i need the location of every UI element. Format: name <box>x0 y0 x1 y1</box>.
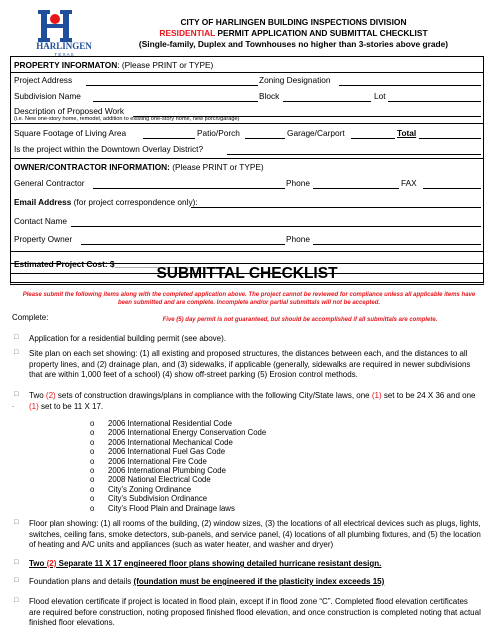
description-label: Description of Proposed Work <box>14 106 125 116</box>
description-note: (i.e. New one-story home, remodel, addition to existing one-story home, new porch/garage) <box>14 116 240 122</box>
page-header <box>100 17 487 50</box>
garage-field[interactable] <box>351 138 395 139</box>
phone-label: Phone <box>286 178 310 188</box>
code-item: o City’s Flood Plain and Drainage laws <box>90 503 235 513</box>
email-field[interactable] <box>191 207 481 208</box>
checkbox-item-7[interactable]: □ <box>14 597 19 604</box>
item-application: Application for a residential building permit (see above). <box>29 334 226 343</box>
item-flood-elevation: Flood elevation certificate if project is located in flood plain, except if in flood zone “C”. Completed flood elevation certificates are required before construction, noting proposed finished flood elevation, and once construction is completed noting that actual finished floor elevations. <box>29 597 481 627</box>
header-line-2-rest: PERMIT APPLICATION AND SUBMITTAL CHECKLIST <box>215 28 428 38</box>
phone-field[interactable] <box>313 188 399 189</box>
code-item: o 2006 International Energy Conservation Code <box>90 428 267 438</box>
contact-name-label: Contact Name <box>14 216 68 226</box>
property-owner-label: Property Owner <box>14 234 73 244</box>
email-label: Email Address (for project correspondence only): <box>14 197 198 207</box>
code-item: o City’s Subdivision Ordinance <box>90 494 208 504</box>
checkbox-item-5[interactable]: □ <box>14 559 19 566</box>
zoning-label: Zoning Designation <box>259 75 331 85</box>
block-label: Block <box>259 91 280 101</box>
patio-label: Patio/Porch <box>197 128 240 138</box>
lot-label: Lot <box>374 91 386 101</box>
subdivision-field[interactable] <box>93 101 258 102</box>
header-line-1: CITY OF HARLINGEN BUILDING INSPECTIONS DIVISION <box>180 17 407 27</box>
code-item: o 2006 International Fuel Gas Code <box>90 447 226 457</box>
code-item: o 2006 International Mechanical Code <box>90 437 233 447</box>
item-construction-drawings: Two (2) sets of construction drawings/plans in compliance with the following City/State laws, one (1) set to be 24 X 36 and one (1) set to be 11 X 17. <box>29 391 476 411</box>
general-contractor-field[interactable] <box>93 188 285 189</box>
checklist-title: SUBMITTAL CHECKLIST <box>156 265 338 282</box>
complete-label: Complete: <box>12 313 49 322</box>
code-list <box>90 419 266 513</box>
patio-field[interactable] <box>245 138 285 139</box>
checkbox-item-6[interactable]: □ <box>14 577 19 584</box>
checkbox-item-4[interactable]: □ <box>14 519 19 526</box>
code-item: o 2006 International Plumbing Code <box>90 466 226 476</box>
total-field[interactable] <box>419 138 481 139</box>
header-residential: RESIDENTIAL <box>159 28 216 38</box>
property-owner-field[interactable] <box>81 244 285 245</box>
sqft-label: Square Footage of Living Area <box>14 128 127 138</box>
owner-heading: OWNER/CONTRACTOR INFORMATION: (Please PRINT or TYPE) <box>14 162 264 172</box>
subdivision-label: Subdivision Name <box>14 91 81 101</box>
overlay-field[interactable] <box>227 154 481 155</box>
checklist-title-box <box>10 263 484 285</box>
project-address-label: Project Address <box>14 75 73 85</box>
checkbox-item-1[interactable]: □ <box>14 334 19 341</box>
property-heading: PROPERTY INFORMATON: (Please PRINT or TYPE) <box>14 60 214 70</box>
overlay-question: Is the project within the Downtown Overlay District? <box>14 144 204 154</box>
zoning-field[interactable] <box>339 85 481 86</box>
project-address-field[interactable] <box>86 85 258 86</box>
owner-phone-field[interactable] <box>313 244 481 245</box>
code-item: o 2008 National Electrical Code <box>90 475 211 485</box>
lot-field[interactable] <box>388 101 481 102</box>
submittal-note: Please submit the following items along with the completed application above. The project cannot be reviewed for compliance unless all applicable items have been submitted and are complete. Incomplete and/or partial submittals will not be accepted. <box>22 292 476 306</box>
checkbox-item-2[interactable]: □ <box>14 349 19 356</box>
fax-label: FAX <box>401 178 417 188</box>
item-floor-plan: Floor plan showing: (1) all rooms of the building, (2) window sizes, (3) the locations of all electrical devices such as plugs, lights, switches, ceiling fans, smoke detectors, sub-panels, and service panel, (4) locations of all plumbing fixtures, and (5) the location of heating and A/C units and appliances (such as water heater, and washer and dryer) <box>29 519 481 549</box>
svg-text:HARLINGEN: HARLINGEN <box>36 41 92 51</box>
checkbox-item-3[interactable]: □ <box>14 391 19 398</box>
general-contractor-label: General Contractor <box>14 178 85 188</box>
contact-name-field[interactable] <box>71 226 481 227</box>
total-label: Total <box>397 128 417 138</box>
block-field[interactable] <box>283 101 371 102</box>
item-site-plan: Site plan on each set showing: (1) all existing and proposed structures, the distances between each, and the distances to all property lines, and (2) drainage plan, and (3) sidewalks, if applicable (generally, sidewalks are required in newer subdivisions that are within 1,000 feet of a school) (4) show off-street parking (5) Erosion control methods. <box>29 349 471 379</box>
svg-text:T E X A S: T E X A S <box>54 52 74 57</box>
sqft-field[interactable] <box>143 138 195 139</box>
five-day-note: Five (5) day permit is not guaranteed, but should be accomplished if all submittals are complete. <box>162 317 438 323</box>
garage-label: Garage/Carport <box>287 128 345 138</box>
code-item: o 2006 International Residential Code <box>90 419 232 428</box>
owner-phone-label: Phone <box>286 234 310 244</box>
application-form <box>10 56 484 274</box>
item-foundation-plans: Foundation plans and details (foundation must be engineered if the plasticity index exceeds 15) <box>29 577 385 586</box>
header-line-2 <box>100 28 487 39</box>
code-item: o City’s Zoning Ordinance <box>90 484 192 494</box>
fax-field[interactable] <box>423 188 481 189</box>
stray-mark: . <box>12 402 14 409</box>
header-line-3: (Single-family, Duplex and Townhouses no higher than 3-stories above grade) <box>138 39 449 49</box>
code-item: o 2006 International Fire Code <box>90 456 207 466</box>
estimated-cost: Estimated Project Cost: $______________________ <box>14 259 217 269</box>
city-logo <box>28 8 92 58</box>
item-engineered-floor-plans: Two (2) Separate 11 X 17 engineered floor plans showing detailed hurricane resistant design. <box>29 559 382 568</box>
